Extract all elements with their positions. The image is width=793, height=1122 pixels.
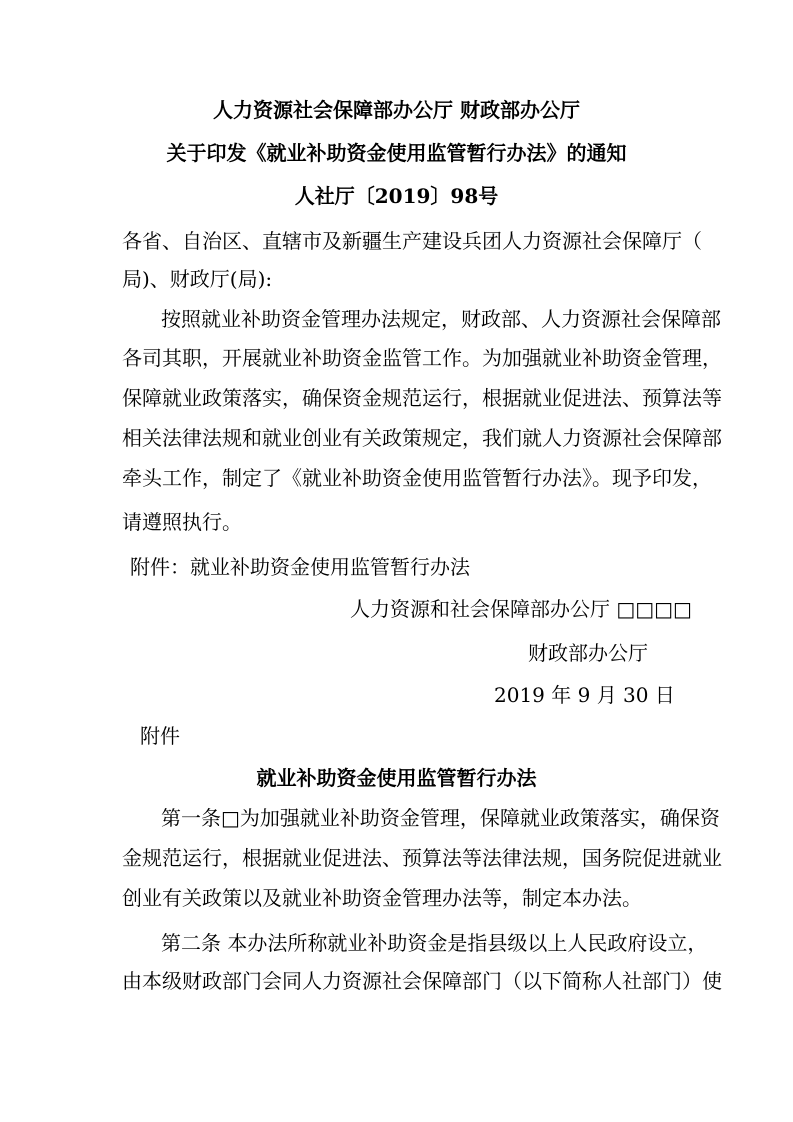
article1-line2: 金规范运行，根据就业促进法、预算法等法律法规，国务院促进就业 [122,846,722,870]
article2-line1: 第二条 本办法所称就业补助资金是指县级以上人民政府设立， [161,931,708,955]
addressee-line1: 各省、自治区、直辖市及新疆生产建设兵团人力资源社会保障厅（ [122,229,702,253]
article1-line1: 第一条□为加强就业补助资金管理，保障就业政策落实，确保资 [161,806,720,830]
paragraph1-line1: 按照就业补助资金管理办法规定，财政部、人力资源社会保障部 [161,307,721,331]
attachment-title: 就业补助资金使用监管暂行办法 [256,766,537,790]
paragraph1-line4: 相关法律法规和就业创业有关政策规定，我们就人力资源社会保障部 [122,426,722,450]
document-number: 人社厅〔2019〕98号 [294,184,499,208]
paragraph1-line6: 请遵照执行。 [122,510,242,534]
header-title-line2: 关于印发《就业补助资金使用监管暂行办法》的通知 [166,141,627,165]
signature-org1: 人力资源和社会保障部办公厅 □□□□ [350,597,692,621]
attachment-label: 附件 [140,724,180,748]
addressee-line2: 局)、财政厅(局): [122,267,273,291]
paragraph1-line2: 各司其职，开展就业补助资金监管工作。为加强就业补助资金管理， [122,346,722,370]
signature-date: 2019 年 9 月 30 日 [494,683,675,707]
attachment-note: 附件：就业补助资金使用监管暂行办法 [130,555,470,579]
paragraph1-line5: 牵头工作，制定了《就业补助资金使用监管暂行办法》。现予印发， [122,466,712,490]
paragraph1-line3: 保障就业政策落实，确保资金规范运行，根据就业促进法、预算法等 [122,386,722,410]
signature-org2: 财政部办公厅 [528,641,648,665]
header-title-line1: 人力资源社会保障部办公厅 财政部办公厅 [213,98,580,122]
article1-line3: 创业有关政策以及就业补助资金管理办法等，制定本办法。 [122,886,642,910]
article2-line2: 由本级财政部门会同人力资源社会保障部门（以下简称人社部门）使 [122,969,722,993]
